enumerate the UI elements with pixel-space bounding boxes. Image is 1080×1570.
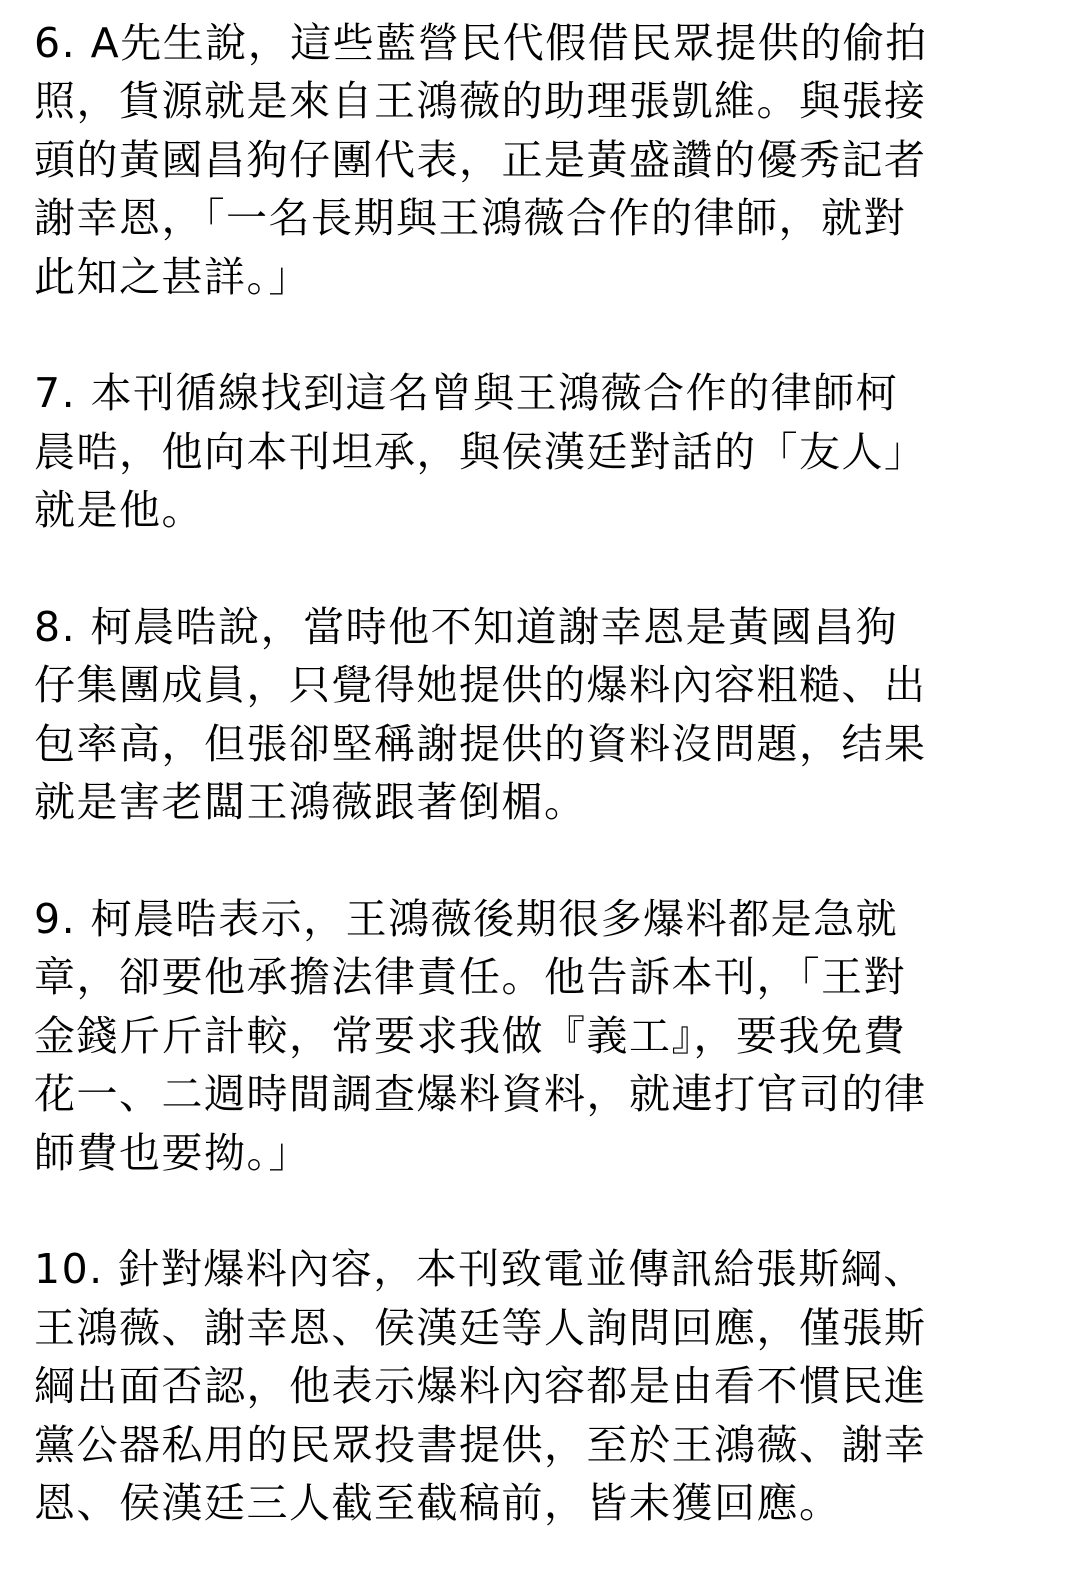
text-line: 綱出面否認，他表示爆料內容都是由看不慣民進 xyxy=(34,1362,927,1411)
text-line: 謝幸恩，「一名長期與王鴻薇合作的律師，就對 xyxy=(34,194,906,243)
text-line: 10. 針對爆料內容，本刊致電並傳訊給張斯綱、 xyxy=(34,1245,926,1294)
text-line: 7. 本刊循線找到這名曾與王鴻薇合作的律師柯 xyxy=(34,369,899,418)
text-line: 頭的黃國昌狗仔團代表，正是黃盛讚的優秀記者 xyxy=(34,135,927,184)
text-line: 金錢斤斤計較，常要求我做『義工』，要我免費 xyxy=(34,1011,906,1060)
paragraph-7 xyxy=(34,364,1046,539)
text-line: 此知之甚詳。」 xyxy=(34,252,311,301)
text-line: 王鴻薇、謝幸恩、侯漢廷等人詢問回應，僅張斯 xyxy=(34,1303,927,1352)
text-line: 章，卻要他承擔法律責任。他告訴本刊，「王對 xyxy=(34,953,906,1002)
paragraph-6 xyxy=(34,14,1046,306)
text-line: 包率高，但張卻堅稱謝提供的資料沒問題，结果 xyxy=(34,719,927,768)
paragraph-8 xyxy=(34,598,1046,832)
text-line: 就是害老闆王鴻薇跟著倒楣。 xyxy=(34,778,587,827)
text-line: 師費也要拗。」 xyxy=(34,1128,311,1177)
paragraph-10 xyxy=(34,1240,1046,1532)
text-line: 晨晧，他向本刊坦承，與侯漢廷對話的「友人」 xyxy=(34,427,927,476)
text-line: 8. 柯晨晧說，當時他不知道謝幸恩是黃國昌狗 xyxy=(34,603,899,652)
text-line: 恩、侯漢廷三人截至截稿前，皆未獲回應。 xyxy=(34,1479,842,1528)
text-line: 仔集團成員，只覺得她提供的爆料內容粗糙、出 xyxy=(34,661,927,710)
paragraph-9 xyxy=(34,890,1046,1182)
text-line: 6. A先生說，這些藍營民代假借民眾提供的偷拍 xyxy=(34,19,928,67)
text-line: 9. 柯晨晧表示，王鴻薇後期很多爆料都是急就 xyxy=(34,895,899,944)
text-line: 照，貨源就是來自王鴻薇的助理張凱維。與張接 xyxy=(34,77,927,126)
text-line: 黨公器私用的民眾投書提供，至於王鴻薇、謝幸 xyxy=(34,1420,927,1469)
text-line: 花一、二週時間調查爆料資料，就連打官司的律 xyxy=(34,1070,927,1119)
text-line: 就是他。 xyxy=(34,486,204,535)
